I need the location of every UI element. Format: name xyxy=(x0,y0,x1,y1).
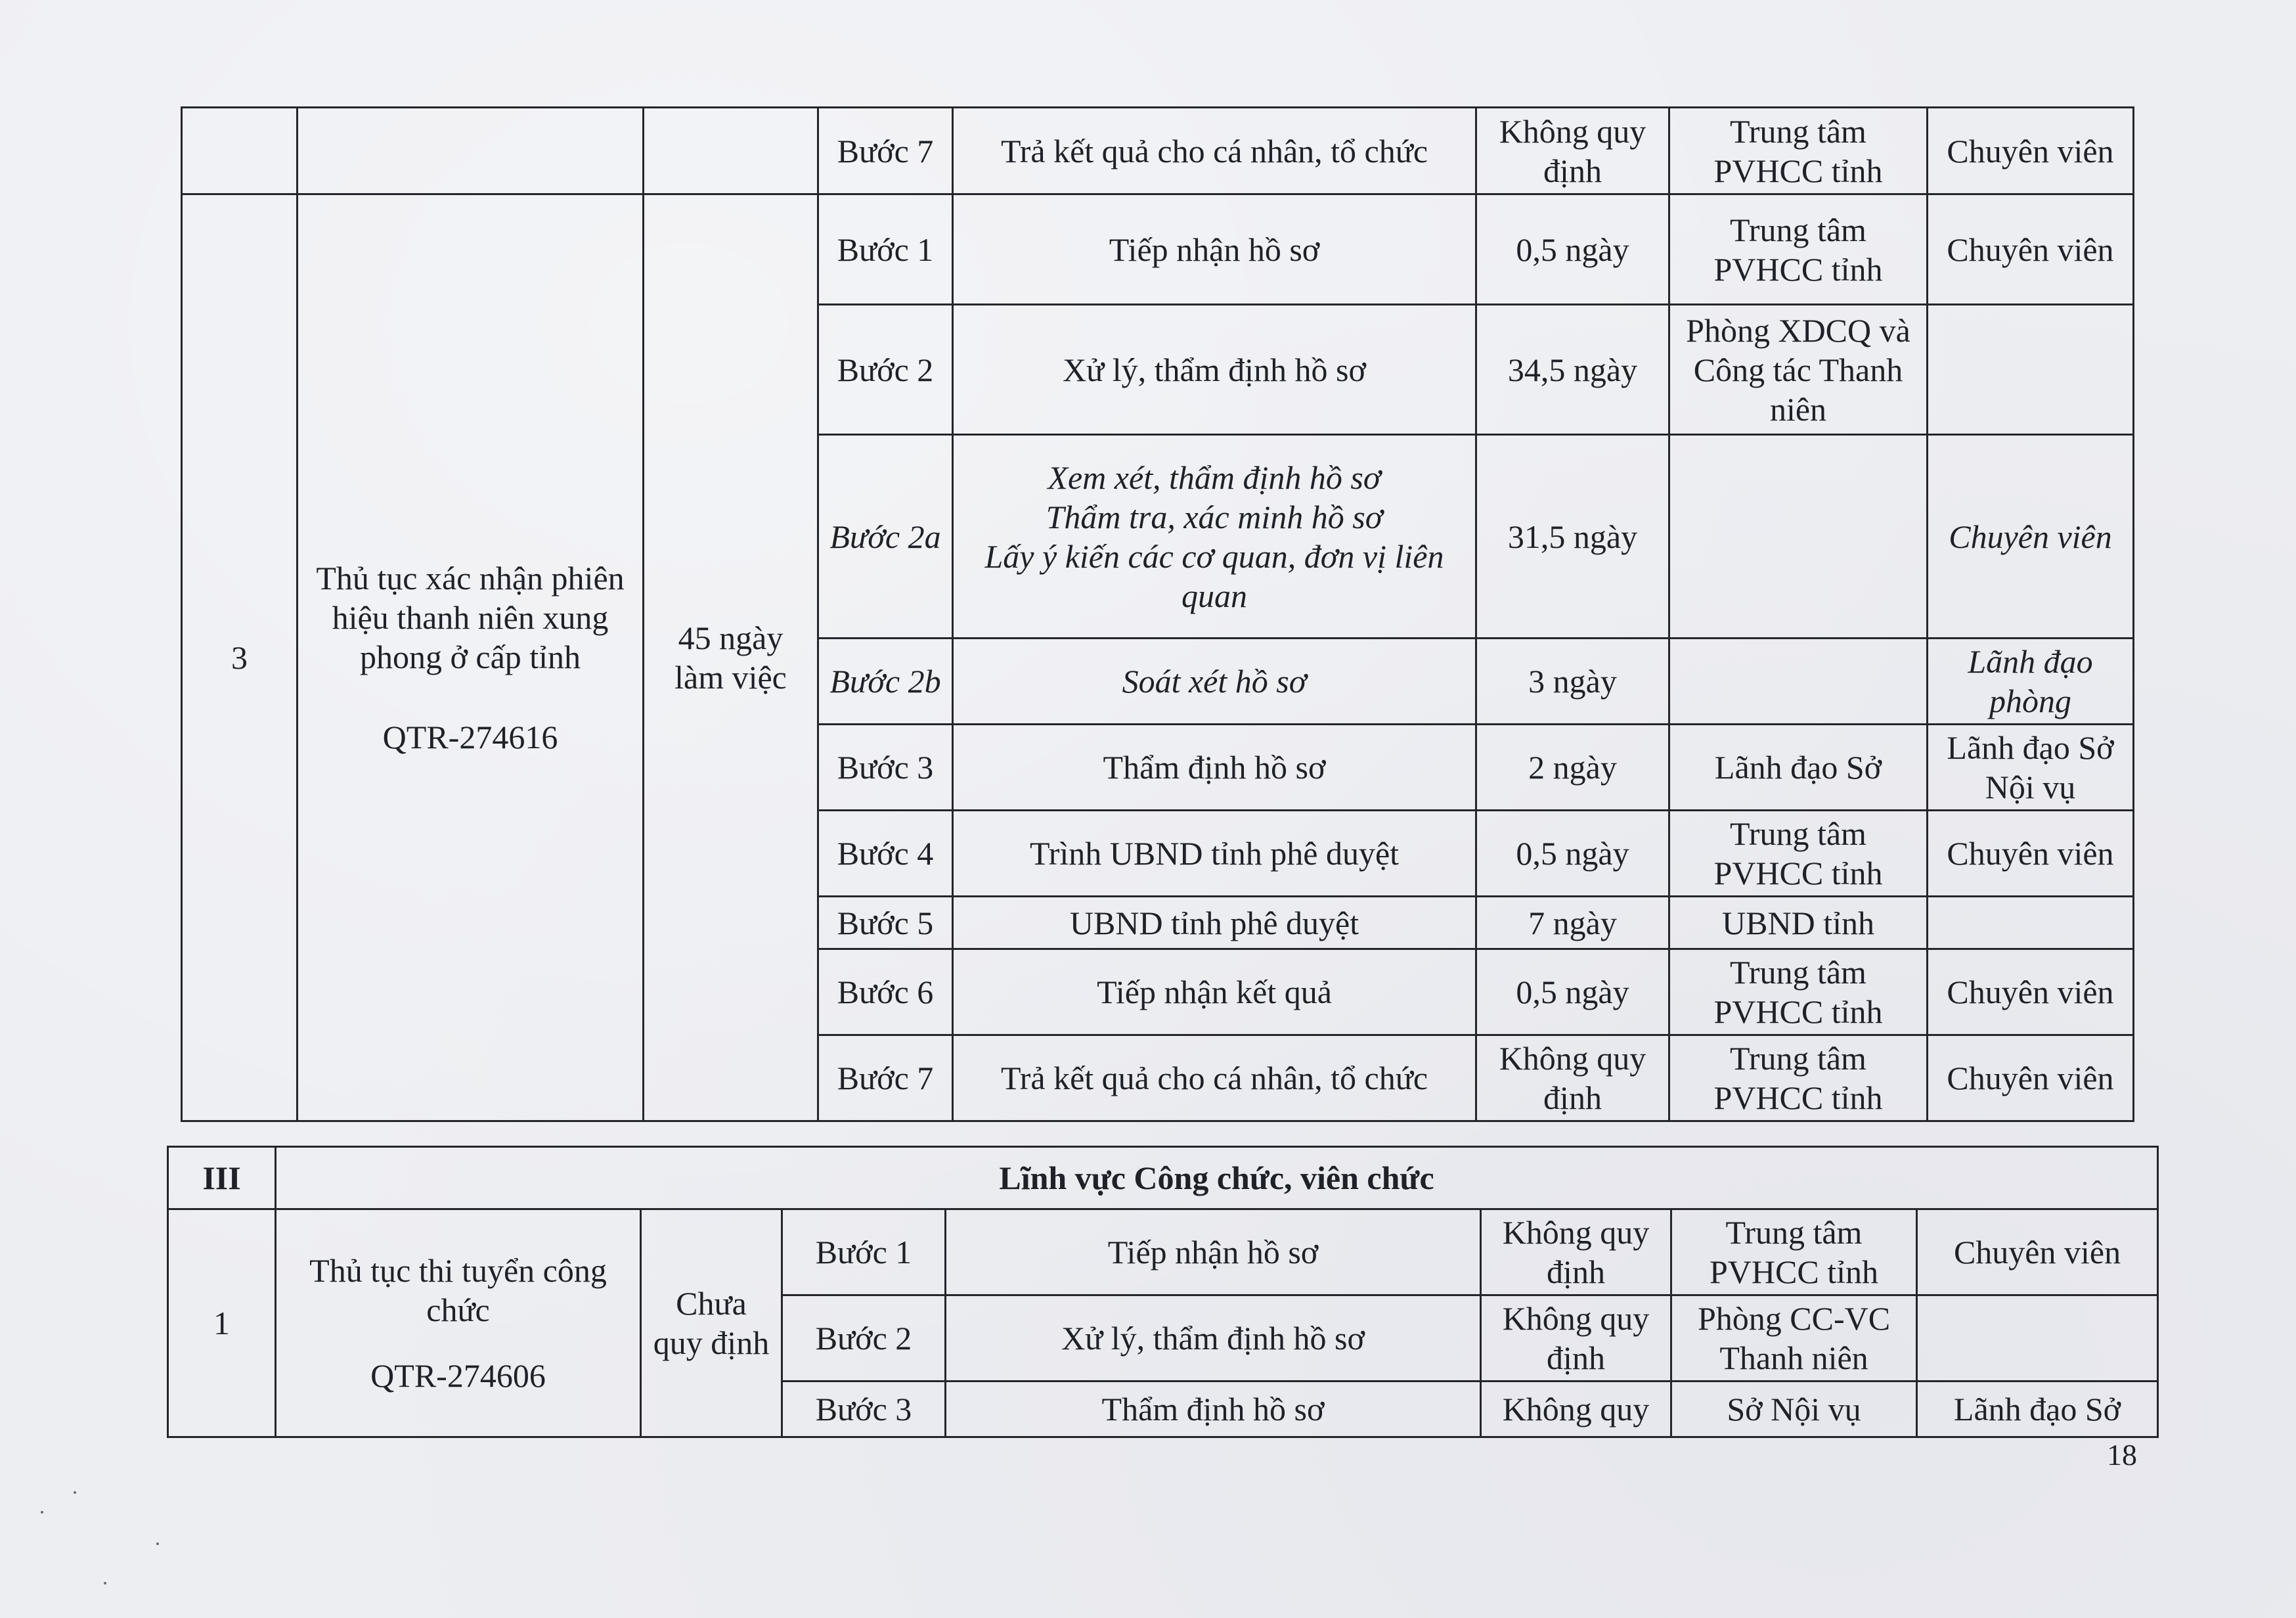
scan-speck xyxy=(104,1582,106,1584)
unit-cell: Trung tâm PVHCC tỉnh xyxy=(1671,1209,1917,1295)
time-cell: 0,5 ngày xyxy=(1476,194,1669,305)
step-cell: Bước 7 xyxy=(818,1035,953,1121)
time-cell: 2 ngày xyxy=(1476,725,1669,811)
procedure-code: QTR-274606 xyxy=(370,1357,546,1394)
step-cell: Bước 2 xyxy=(818,305,953,435)
unit-cell: Trung tâm PVHCC tỉnh xyxy=(1669,949,1928,1035)
unit-cell: UBND tỉnh xyxy=(1669,897,1928,949)
section-header-row xyxy=(168,1147,2158,1209)
time-cell: Không quy xyxy=(1481,1382,1671,1437)
scan-speck xyxy=(74,1491,76,1494)
task-cell: Trình UBND tỉnh phê duyệt xyxy=(953,811,1476,897)
procedure-table-2 xyxy=(167,1146,2159,1438)
procedure-name: Thủ tục xác nhận phiên hiệu thanh niên xung phong ở cấp tỉnh xyxy=(316,560,625,675)
task-cell: Soát xét hồ sơ xyxy=(953,639,1476,725)
unit-cell xyxy=(1669,639,1928,725)
task-line: Xem xét, thẩm định hồ sơ xyxy=(1048,459,1381,496)
person-cell xyxy=(1917,1295,2158,1382)
step-cell: Bước 3 xyxy=(782,1382,946,1437)
step-cell: Bước 2a xyxy=(818,435,953,639)
task-cell: Trả kết quả cho cá nhân, tổ chức xyxy=(953,1035,1476,1121)
step-cell: Bước 2 xyxy=(782,1295,946,1382)
procedure-code: QTR-274616 xyxy=(382,719,558,755)
task-cell: Tiếp nhận hồ sơ xyxy=(946,1209,1481,1295)
procedure-duration: Chưa quy định xyxy=(641,1209,782,1437)
unit-cell: Trung tâm PVHCC tỉnh xyxy=(1669,108,1928,194)
person-cell: Chuyên viên xyxy=(1928,811,2134,897)
time-cell: 7 ngày xyxy=(1476,897,1669,949)
unit-cell: Phòng XDCQ và Công tác Thanh niên xyxy=(1669,305,1928,435)
time-cell: 3 ngày xyxy=(1476,639,1669,725)
task-cell: Thẩm định hồ sơ xyxy=(946,1382,1481,1437)
person-cell: Chuyên viên xyxy=(1928,435,2134,639)
procedure-name-cell xyxy=(276,1209,641,1437)
procedure-duration: 45 ngày làm việc xyxy=(644,194,818,1121)
section-number: III xyxy=(168,1147,276,1209)
step-cell: Bước 7 xyxy=(818,108,953,194)
unit-cell xyxy=(1669,435,1928,639)
person-cell xyxy=(1928,897,2134,949)
time-cell: Không quy định xyxy=(1476,108,1669,194)
person-cell: Lãnh đạo Sở xyxy=(1917,1382,2158,1437)
procedure-name: Thủ tục thi tuyển công chức xyxy=(309,1252,607,1328)
time-cell: 0,5 ngày xyxy=(1476,811,1669,897)
task-cell: Xử lý, thẩm định hồ sơ xyxy=(953,305,1476,435)
step-cell: Bước 6 xyxy=(818,949,953,1035)
step-cell: Bước 3 xyxy=(818,725,953,811)
person-cell xyxy=(1928,305,2134,435)
person-cell: Chuyên viên xyxy=(1928,1035,2134,1121)
person-cell: Lãnh đạo phòng xyxy=(1928,639,2134,725)
unit-cell: Trung tâm PVHCC tỉnh xyxy=(1669,811,1928,897)
unit-cell: Phòng CC-VC Thanh niên xyxy=(1671,1295,1917,1382)
task-line: Lấy ý kiến các cơ quan, đơn vị liên quan xyxy=(984,537,1444,614)
person-cell: Lãnh đạo Sở Nội vụ xyxy=(1928,725,2134,811)
person-cell: Chuyên viên xyxy=(1928,949,2134,1035)
task-cell: Trả kết quả cho cá nhân, tổ chức xyxy=(953,108,1476,194)
scan-speck xyxy=(41,1511,43,1514)
time-cell: 31,5 ngày xyxy=(1476,435,1669,639)
page-number: 18 xyxy=(2107,1438,2137,1472)
unit-cell: Lãnh đạo Sở xyxy=(1669,725,1928,811)
person-cell: Chuyên viên xyxy=(1917,1209,2158,1295)
unit-cell: Trung tâm PVHCC tỉnh xyxy=(1669,194,1928,305)
empty-cell xyxy=(644,108,818,194)
time-cell: Không quy định xyxy=(1476,1035,1669,1121)
step-cell: Bước 1 xyxy=(782,1209,946,1295)
table-row xyxy=(182,194,2134,305)
empty-cell xyxy=(298,108,644,194)
procedure-number: 1 xyxy=(168,1209,276,1437)
person-cell: Chuyên viên xyxy=(1928,108,2134,194)
task-cell: Tiếp nhận kết quả xyxy=(953,949,1476,1035)
time-cell: Không quy định xyxy=(1481,1209,1671,1295)
step-cell: Bước 4 xyxy=(818,811,953,897)
task-cell: Thẩm định hồ sơ xyxy=(953,725,1476,811)
person-cell: Chuyên viên xyxy=(1928,194,2134,305)
table-row xyxy=(182,108,2134,194)
unit-cell: Trung tâm PVHCC tỉnh xyxy=(1669,1035,1928,1121)
section-title: Lĩnh vực Công chức, viên chức xyxy=(276,1147,2158,1209)
time-cell: Không quy định xyxy=(1481,1295,1671,1382)
task-cell: Tiếp nhận hồ sơ xyxy=(953,194,1476,305)
task-cell xyxy=(953,435,1476,639)
step-cell: Bước 5 xyxy=(818,897,953,949)
step-cell: Bước 2b xyxy=(818,639,953,725)
task-line: Thẩm tra, xác minh hồ sơ xyxy=(1046,498,1383,535)
table-row xyxy=(168,1209,2158,1295)
procedure-table-1 xyxy=(181,106,2134,1122)
unit-cell: Sở Nội vụ xyxy=(1671,1382,1917,1437)
task-cell: Xử lý, thẩm định hồ sơ xyxy=(946,1295,1481,1382)
time-cell: 0,5 ngày xyxy=(1476,949,1669,1035)
procedure-name-cell xyxy=(298,194,644,1121)
empty-cell xyxy=(182,108,298,194)
step-cell: Bước 1 xyxy=(818,194,953,305)
time-cell: 34,5 ngày xyxy=(1476,305,1669,435)
procedure-number: 3 xyxy=(182,194,298,1121)
scan-speck xyxy=(156,1542,159,1545)
task-cell: UBND tỉnh phê duyệt xyxy=(953,897,1476,949)
